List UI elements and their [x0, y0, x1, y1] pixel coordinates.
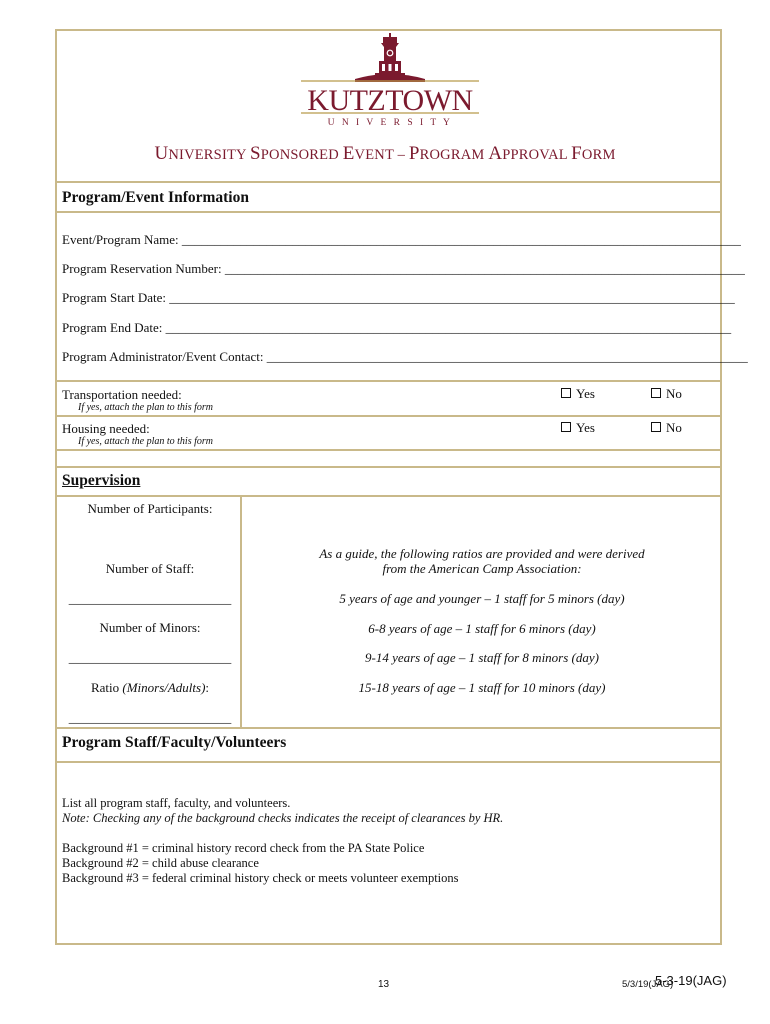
staff-heading: Program Staff/Faculty/Volunteers	[62, 734, 287, 751]
section-divider	[55, 761, 722, 763]
ratio-guideline: 5 years of age and younger – 1 staff for 5 minors (day)	[339, 591, 625, 606]
section-divider	[55, 449, 722, 451]
start-date-field[interactable]: Program Start Date: _______________________________________________________________________________________	[62, 290, 735, 305]
program-info-heading: Program/Event Information	[62, 189, 249, 206]
revision-date: 5-3-19(JAG)	[655, 973, 727, 988]
administrator-contact-field[interactable]: Program Administrator/Event Contact: __________________________________________________________________________	[62, 349, 748, 364]
ratio-guideline: 9-14 years of age – 1 staff for 8 minors (day)	[365, 650, 599, 665]
section-divider	[55, 495, 722, 497]
housing-no-option[interactable]: No	[651, 420, 682, 436]
background-item: Background #2 = child abuse clearance	[62, 856, 259, 870]
transportation-note: If yes, attach the plan to this form	[78, 402, 213, 413]
minors-label: Number of Minors:	[99, 620, 201, 635]
kutztown-university-logo	[295, 33, 485, 129]
section-divider	[55, 727, 722, 729]
ratio-guideline: 15-18 years of age – 1 staff for 10 minors (day)	[358, 680, 606, 695]
housing-note: If yes, attach the plan to this form	[78, 436, 213, 447]
reservation-number-field[interactable]: Program Reservation Number: ________________________________________________________________________________	[62, 261, 745, 276]
section-divider	[55, 415, 722, 417]
housing-yes-option[interactable]: Yes	[561, 420, 595, 436]
logo-subword: U N I V E R S I T Y	[327, 118, 453, 128]
ratio-label: Ratio (Minors/Adults):	[90, 680, 210, 695]
ratio-blank[interactable]: _________________________	[68, 710, 232, 725]
section-divider	[55, 380, 722, 382]
event-name-field[interactable]: Event/Program Name: ______________________________________________________________________________________	[62, 232, 741, 247]
checkbox-icon[interactable]	[561, 422, 571, 432]
checkbox-icon[interactable]	[651, 388, 661, 398]
form-title: UNIVERSITY SPONSORED EVENT – PROGRAM APPROVAL FORM	[154, 143, 616, 164]
staff-instruction: List all program staff, faculty, and volunteers.	[62, 796, 291, 810]
staff-label: Number of Staff:	[105, 561, 195, 576]
background-item: Background #3 = federal criminal history check or meets volunteer exemptions	[62, 871, 459, 885]
housing-label: Housing needed:	[62, 421, 150, 436]
end-date-field[interactable]: Program End Date: _______________________________________________________________________________________	[62, 320, 732, 335]
participants-label: Number of Participants:	[87, 501, 213, 516]
revision-date-small: 5/3/19(JAG)	[622, 979, 674, 990]
section-divider	[55, 211, 722, 213]
page-number: 13	[378, 979, 390, 990]
checkbox-icon[interactable]	[561, 388, 571, 398]
ratio-guideline: 6-8 years of age – 1 staff for 6 minors (day)	[368, 621, 596, 636]
minors-blank[interactable]: _________________________	[68, 650, 232, 665]
section-divider	[55, 466, 722, 468]
transportation-label: Transportation needed:	[62, 387, 182, 402]
transportation-yes-option[interactable]: Yes	[561, 386, 595, 402]
checkbox-icon[interactable]	[651, 422, 661, 432]
guide-line: As a guide, the following ratios are provided and were derived	[319, 546, 645, 561]
logo-wordmark: KUTZTOWN	[307, 84, 473, 117]
section-divider	[55, 181, 722, 183]
guide-line: from the American Camp Association:	[382, 561, 582, 576]
transportation-no-option[interactable]: No	[651, 386, 682, 402]
staff-note: Note: Checking any of the background checks indicates the receipt of clearances by HR.	[62, 811, 504, 825]
supervision-heading: Supervision	[62, 472, 141, 489]
background-item: Background #1 = criminal history record check from the PA State Police	[62, 841, 425, 855]
staff-blank[interactable]: _________________________	[68, 591, 232, 606]
